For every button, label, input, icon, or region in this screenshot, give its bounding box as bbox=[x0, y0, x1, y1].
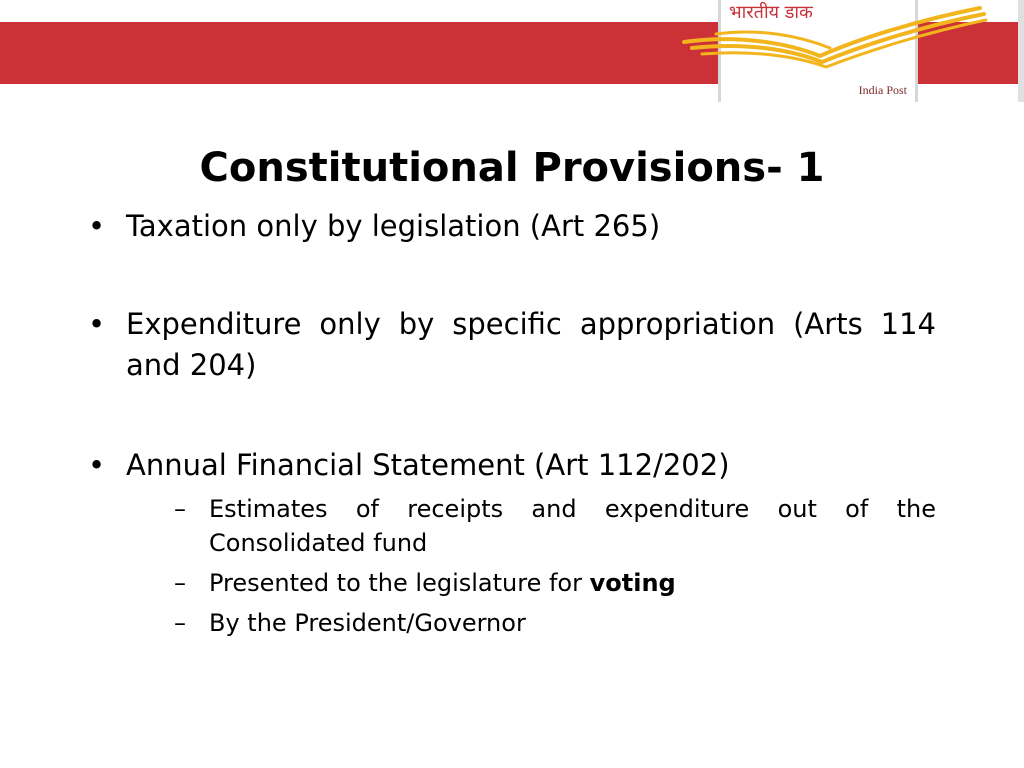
sub-bullet-text: Presented to the legislature for bbox=[209, 569, 590, 597]
bullet-text: Expenditure only by specific appropriation (Arts 114 and 204) bbox=[126, 307, 936, 382]
sub-bullet-text: By the President/Governor bbox=[209, 609, 526, 637]
bullet-marker: • bbox=[88, 448, 106, 482]
bullet-list bbox=[88, 206, 936, 640]
bullet-marker: • bbox=[88, 209, 106, 243]
bullet-item bbox=[88, 445, 936, 640]
sub-bullet-marker: – bbox=[174, 609, 186, 637]
header-right-edge bbox=[1018, 0, 1024, 102]
sub-bullet-item bbox=[174, 606, 936, 640]
india-post-bird-icon bbox=[680, 4, 990, 70]
sub-bullet-marker: – bbox=[174, 569, 186, 597]
sub-bullet-marker: – bbox=[174, 495, 186, 523]
sub-bullet-item bbox=[174, 492, 936, 560]
logo-english-text: India Post bbox=[858, 83, 907, 97]
bullet-text: Taxation only by legislation (Art 265) bbox=[126, 209, 661, 243]
bullet-item bbox=[88, 304, 936, 386]
sub-bullet-bold-text: voting bbox=[589, 569, 676, 597]
bullet-item bbox=[88, 206, 936, 247]
bullet-text: Annual Financial Statement (Art 112/202) bbox=[126, 448, 730, 482]
sub-bullet-item bbox=[174, 566, 936, 600]
bullet-marker: • bbox=[88, 307, 106, 341]
sub-bullet-text: Estimates of receipts and expenditure out of the Consolidated fund bbox=[209, 495, 936, 557]
logo-hindi-text: भारतीय डाक bbox=[729, 2, 813, 23]
sub-bullet-list bbox=[174, 492, 936, 640]
slide-title: Constitutional Provisions- 1 bbox=[199, 145, 825, 191]
